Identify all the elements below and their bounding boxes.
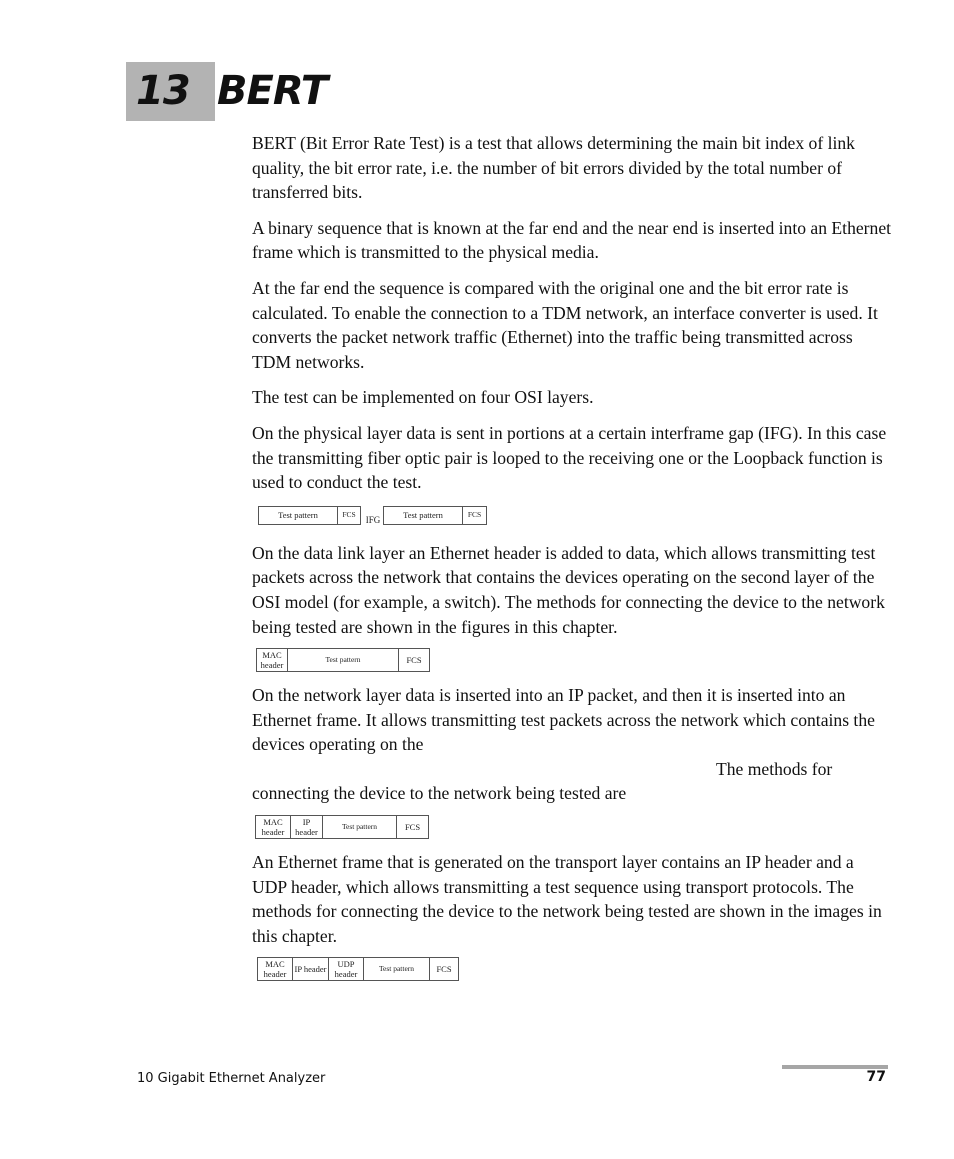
footer-product-name: 10 Gigabit Ethernet Analyzer: [137, 1071, 326, 1086]
udp-header-cell: UDP header: [328, 957, 364, 981]
physical-layer-frame-diagram: [259, 506, 892, 525]
fcs-cell: FCS: [398, 648, 430, 672]
page-number: 77: [866, 1069, 886, 1085]
ip-header-cell: IP header: [292, 957, 329, 981]
paragraph-osi-layers: The test can be implemented on four OSI layers.: [252, 387, 594, 408]
fcs-cell: FCS: [396, 815, 429, 839]
paragraph-physical-layer: On the physical layer data is sent in portions at a certain interframe gap (IFG). In this case the transmitting fiber optic pair is looped to the receiving one or the Loopback function is used to conduct the test.: [252, 422, 887, 493]
mac-header-cell: MAC header: [257, 957, 293, 981]
transport-frame-diagram: [258, 957, 892, 981]
mac-header-cell: MAC header: [256, 648, 288, 672]
paragraph-far-end: At the far end the sequence is compared with the original one and the bit error rate is calculated. To enable the connection to a TDM network, an interface converter is used. It converts the packet network traffic (Ethernet) into the traffic being transmitted across TDM networks.: [252, 277, 878, 372]
chapter-number: 13: [126, 62, 215, 121]
fcs-cell: FCS: [462, 506, 487, 525]
test-pattern-cell: Test pattern: [258, 506, 338, 525]
fcs-cell: FCS: [429, 957, 459, 981]
chapter-body: [252, 131, 892, 981]
network-frame-diagram: [256, 815, 892, 839]
test-pattern-cell: Test pattern: [383, 506, 463, 525]
paragraph-transport-layer: An Ethernet frame that is generated on the transport layer contains an IP header and a UDP header, which allows transmitting a test sequence using transport protocols. The methods for connecting the device to the network being tested are shown in the images in this chapter.: [252, 852, 882, 946]
mac-header-cell: MAC header: [255, 815, 291, 839]
paragraph-data-link-layer: On the data link layer an Ethernet header is added to data, which allows transmitting test packets across the network that contains the devices operating on the second layer of the OSI model (for example, a switch). The methods for connecting the device to the network being tested are shown in the figures in this chapter.: [252, 542, 885, 637]
test-pattern-cell: Test pattern: [322, 815, 397, 839]
chapter-title: BERT: [217, 68, 328, 114]
paragraph-binary-sequence: A binary sequence that is known at the far end and the near end is inserted into an Ethernet frame which is transmitted to the physical media.: [252, 217, 892, 263]
ip-header-cell: IP header: [290, 815, 323, 839]
network-layer-text-2: The methods for: [716, 758, 833, 779]
paragraph-network-layer: [252, 683, 892, 806]
data-link-frame-diagram: [257, 648, 892, 672]
network-layer-text-1: On the network layer data is inserted into an IP packet, and then it is inserted into an Ethernet frame. It allows transmitting test packets across the network which contains the devices operating on the: [252, 685, 875, 755]
network-layer-text-3: connecting the device to the network being tested are: [252, 783, 627, 804]
ifg-label: IFG: [364, 506, 382, 525]
test-pattern-cell: Test pattern: [363, 957, 430, 981]
fcs-cell: FCS: [337, 506, 361, 525]
test-pattern-cell: Test pattern: [287, 648, 399, 672]
paragraph-intro: BERT (Bit Error Rate Test) is a test that allows determining the main bit index of link quality, the bit error rate, i.e. the number of bit errors divided by the total number of transferred bits.: [252, 133, 855, 203]
